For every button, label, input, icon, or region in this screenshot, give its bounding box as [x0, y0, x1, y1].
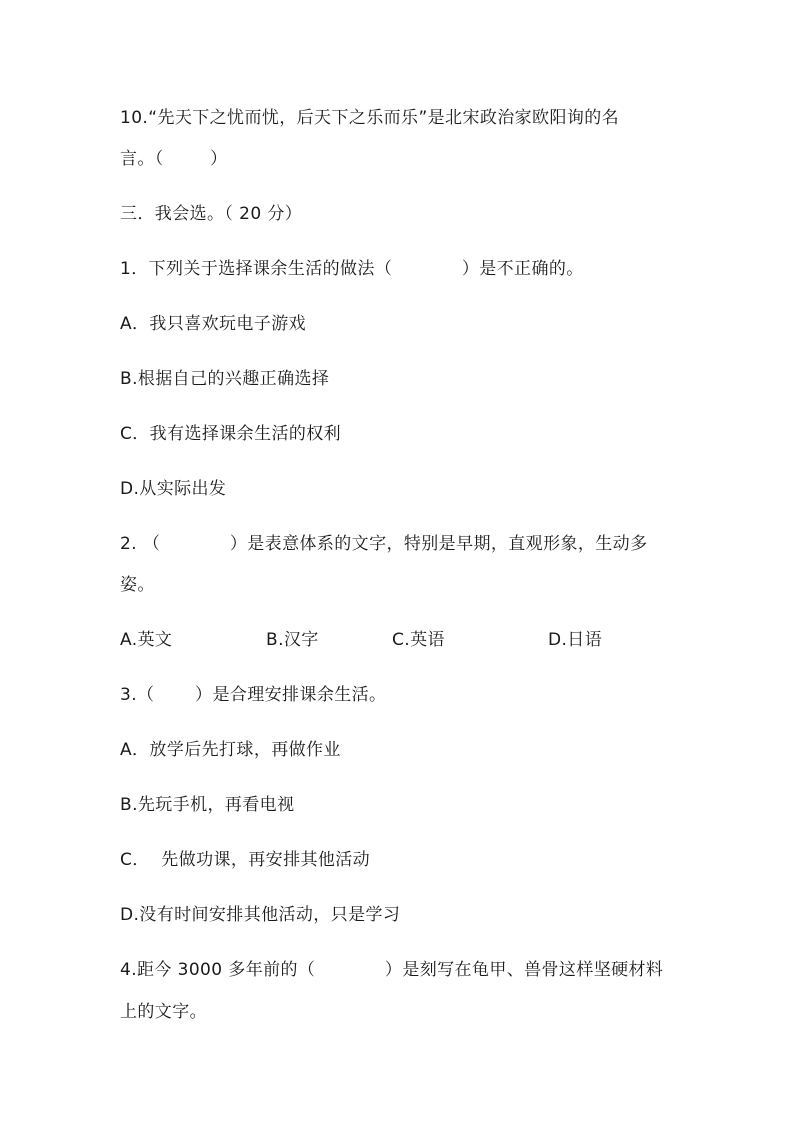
q1-option-a: A．我只喜欢玩电子游戏	[120, 314, 307, 334]
q2-option-d: D.日语	[548, 630, 603, 650]
q4-line-1: 4.距今 3000 多年前的（ ）是刻写在龟甲、兽骨这样坚硬材料	[120, 960, 664, 980]
q2-option-c: C.英语	[392, 630, 445, 650]
q2-option-a: A.英文	[120, 630, 173, 650]
q1-option-c: C．我有选择课余生活的权利	[120, 424, 342, 444]
section-heading: 三．我会选。（ 20 分）	[120, 204, 303, 224]
q1-stem: 1．下列关于选择课余生活的做法（ ）是不正确的。	[120, 259, 584, 279]
q2-line-1: 2. （ ）是表意体系的文字，特别是早期，直观形象，生动多	[120, 534, 648, 554]
q1-option-b: B.根据自己的兴趣正确选择	[120, 369, 330, 389]
q10-line-1: 10.“先天下之忧而忧，后天下之乐而乐”是北宋政治家欧阳询的名	[120, 108, 620, 128]
q4-line-2: 上的文字。	[120, 1002, 207, 1022]
q2-option-b: B.汉字	[266, 630, 319, 650]
q2-line-2: 姿。	[120, 575, 155, 595]
q3-option-d: D.没有时间安排其他活动，只是学习	[120, 905, 401, 925]
q3-stem: 3.（ ）是合理安排课余生活。	[120, 685, 387, 705]
q10-line-2: 言。（ ）	[120, 149, 228, 169]
q3-option-c: C． 先做功课，再安排其他活动	[120, 850, 371, 870]
q3-option-b: B.先玩手机，再看电视	[120, 795, 295, 815]
q1-option-d: D.从实际出发	[120, 479, 227, 499]
q2-options-row	[120, 628, 720, 652]
q3-option-a: A．放学后先打球，再做作业	[120, 740, 341, 760]
